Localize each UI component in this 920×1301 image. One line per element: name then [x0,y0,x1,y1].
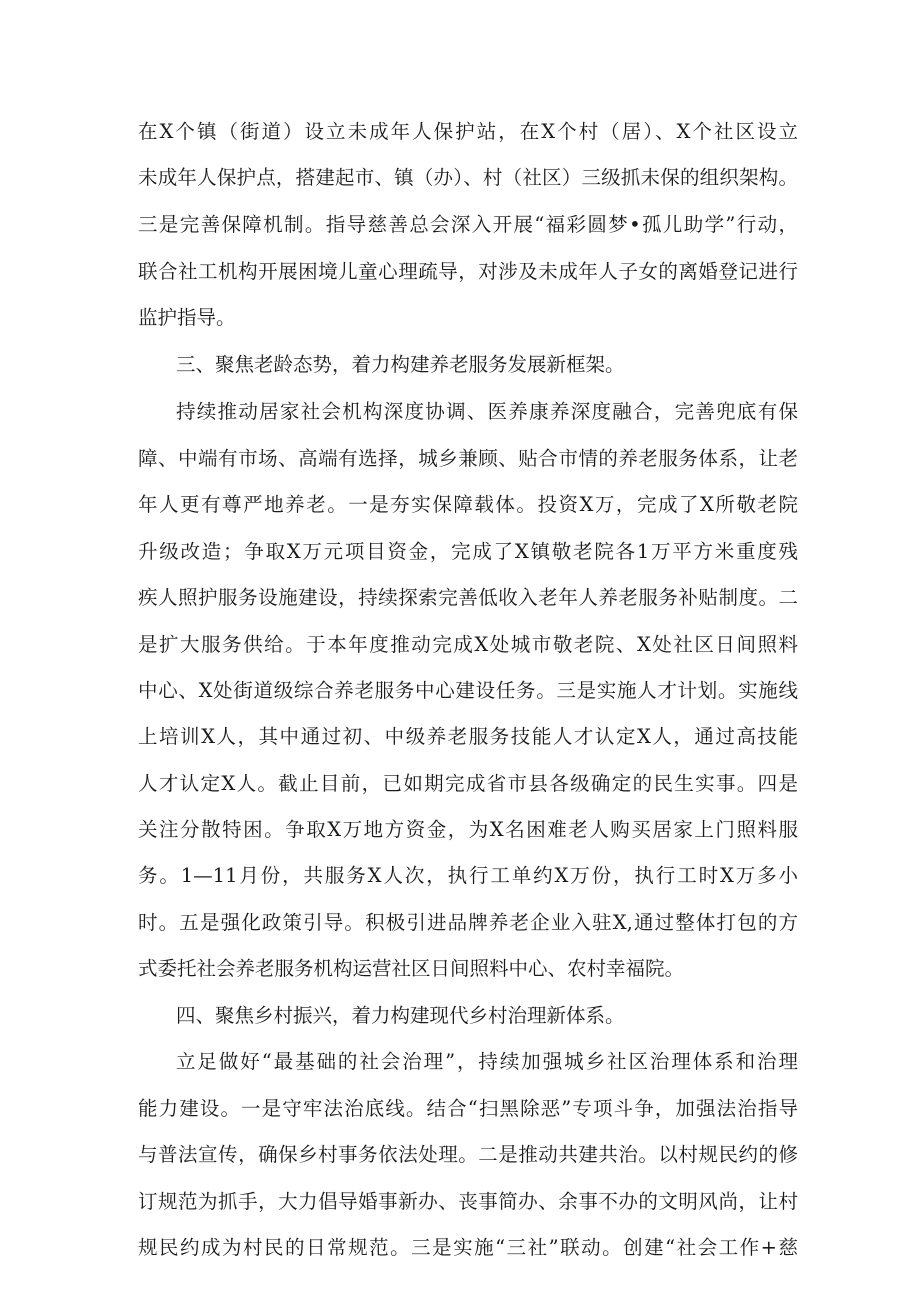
text-line: 监护指导。 [138,306,236,329]
text-line: 是扩大服务供给。于本年度推动完成X处城市敬老院、X处社区日间照料 [138,633,798,656]
text-line: 中心、X处街道级综合养老服务中心建设任务。三是实施人才计划。实施线 [138,679,798,702]
text-line: 时。五是强化政策引导。积极引进品牌养老企业入驻X,通过整体打包的方 [138,911,798,934]
text-line: 立足做好“最基础的社会治理”，持续加强城乡社区治理体系和治理 [176,1050,798,1073]
text-line: 升级改造；争取X万元项目资金，完成了X镇敬老院各1万平方米重度残 [138,540,798,563]
text-line: 人才认定X人。截止目前，已如期完成省市县各级确定的民生实事。四是 [138,772,798,795]
text-line: 年人更有尊严地养老。一是夯实保障载体。投资X万，完成了X所敬老院 [138,493,798,516]
text-line: 关注分散特困。争取X万地方资金，为X名困难老人购买居家上门照料服 [138,818,798,841]
text-line: 障、中端有市场、高端有选择，城乡兼顾、贴合市情的养老服务体系，让老 [138,447,798,470]
text-line: 持续推动居家社会机构深度协调、医养康养深度融合，完善兜底有保 [176,400,798,423]
text-line: 能力建设。一是守牢法治底线。结合“扫黑除恶”专项斗争，加强法治指导 [138,1097,798,1120]
text-line: 订规范为抓手，大力倡导婚事新办、丧事简办、余事不办的文明风尚，让村 [138,1190,798,1213]
text-line: 联合社工机构开展困境儿童心理疏导，对涉及未成年人子女的离婚登记进行 [138,260,798,283]
text-line: 三是完善保障机制。指导慈善总会深入开展“福彩圆梦•孤儿助学”行动， [138,213,798,236]
text-line: 四、聚焦乡村振兴，着力构建现代乡村治理新体系。 [176,1004,625,1027]
text-line: 务。1—11月份，共服务X人次，执行工单约X万份，执行工时X万多小 [138,864,798,887]
text-line: 疾人照护服务设施建设，持续探索完善低收入老年人养老服务补贴制度。二 [138,586,798,609]
text-line: 式委托社会养老服务机构运营社区日间照料中心、农村幸福院。 [138,957,685,980]
text-line: 三、聚焦老龄态势，着力构建养老服务发展新框架。 [176,353,625,376]
text-line: 与普法宣传，确保乡村事务依法处理。二是推动共建共治。以村规民约的修 [138,1143,798,1166]
text-line: 上培训X人，其中通过初、中级养老服务技能人才认定X人，通过高技能 [138,725,798,748]
text-line: 规民约成为村民的日常规范。三是实施“三社”联动。创建“社会工作+慈 [138,1236,798,1259]
text-line: 在X个镇（街道）设立未成年人保护站，在X个村（居）、X个社区设立 [138,120,798,143]
text-line: 未成年人保护点，搭建起市、镇（办）、村（社区）三级抓未保的组织架构。 [138,166,798,189]
